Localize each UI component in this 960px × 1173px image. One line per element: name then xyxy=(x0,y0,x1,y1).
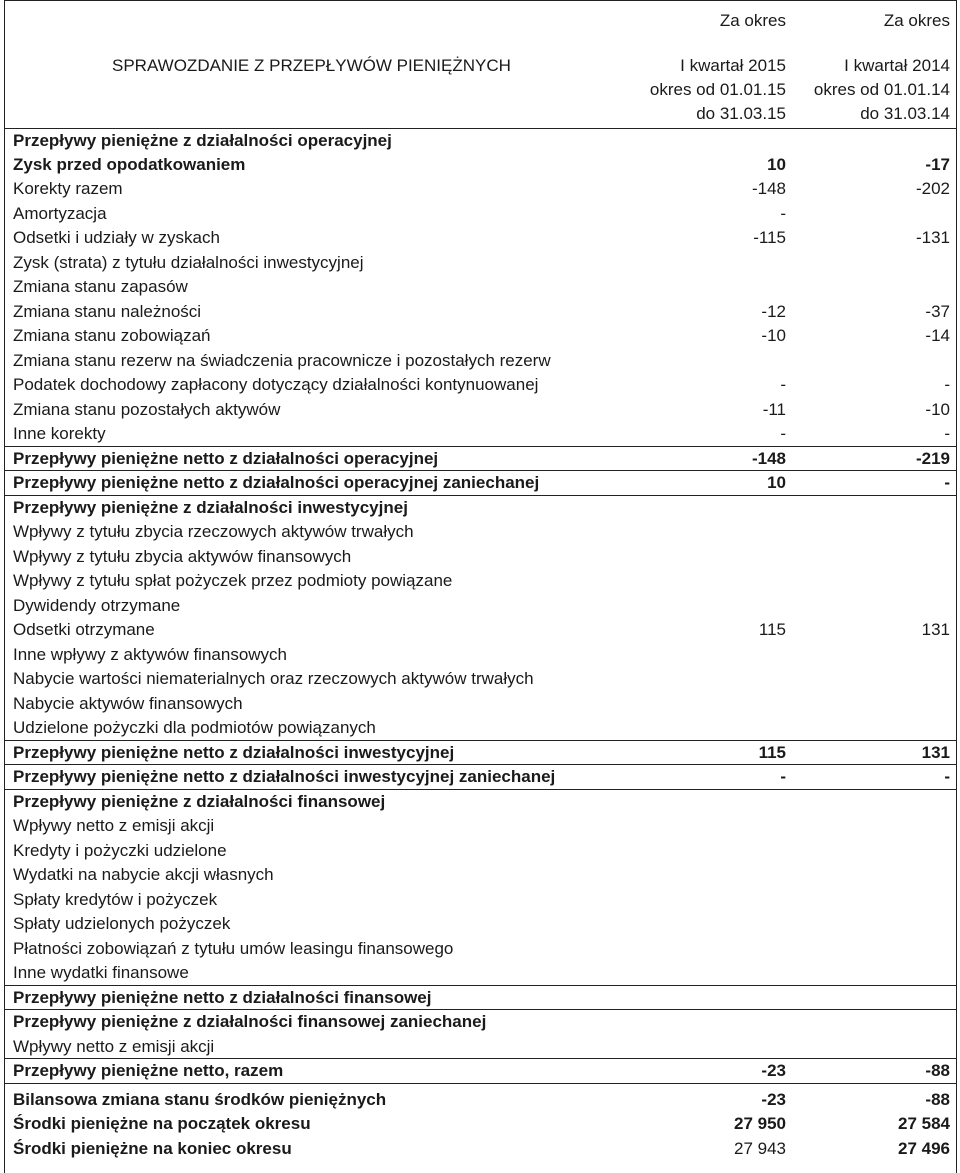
row-label: Wydatki na nabycie akcji własnych xyxy=(13,865,274,884)
row-label: Korekty razem xyxy=(13,179,123,198)
row-value-2015: -148 xyxy=(751,448,786,468)
row-label: Przepływy pieniężne netto z działalności inwestycyjnej xyxy=(13,742,455,762)
row-label: Wpływy z tytułu spłat pożyczek przez podmioty powiązane xyxy=(13,571,453,590)
statement-row xyxy=(5,349,956,374)
statement-row xyxy=(5,888,956,913)
statement-row xyxy=(5,1035,956,1060)
row-label: Udzielone pożyczki dla podmiotów powiązanych xyxy=(13,718,376,737)
statement-row xyxy=(5,912,956,937)
statement-row xyxy=(5,373,956,398)
row-label: Przepływy pieniężne netto z działalności inwestycyjnej zaniechanej xyxy=(13,767,556,786)
row-label: Przepływy pieniężne netto z działalności operacyjnej xyxy=(13,448,439,468)
statement-row xyxy=(5,863,956,888)
row-value-2015: -148 xyxy=(751,179,786,198)
row-label: Nabycie aktywów finansowych xyxy=(13,693,243,713)
row-label: Wpływy z tytułu zbycia aktywów finansowych xyxy=(13,546,352,566)
row-value-2015: - xyxy=(780,203,786,223)
row-label: Przepływy pieniężne z działalności operacyjnej xyxy=(13,131,392,150)
row-value-2014: 27 584 xyxy=(898,1114,950,1133)
statement-row xyxy=(5,692,956,717)
row-value-2014: -202 xyxy=(915,179,950,198)
statement-row xyxy=(5,765,956,790)
row-value-2015: - xyxy=(780,767,786,786)
row-value-2014: - xyxy=(944,424,950,443)
statement-row xyxy=(5,716,956,741)
col2-header-line1: Za okres xyxy=(883,11,950,30)
cash-flow-statement-sheet xyxy=(4,0,957,1173)
row-label: Amortyzacja xyxy=(13,203,107,223)
statement-row xyxy=(5,1059,956,1084)
statement-row xyxy=(5,324,956,349)
row-label: Odsetki i udziały w zyskach xyxy=(13,228,220,247)
row-value-2014: - xyxy=(944,375,950,394)
row-label: Środki pieniężne na koniec okresu xyxy=(13,1138,292,1158)
row-value-2014: -88 xyxy=(925,1061,950,1080)
row-label: Bilansowa zmiana stanu środków pieniężnych xyxy=(13,1089,387,1109)
row-value-2015: 10 xyxy=(767,154,786,174)
row-value-2015: - xyxy=(780,424,786,443)
row-value-2015: -12 xyxy=(761,301,786,321)
statement-row xyxy=(5,202,956,227)
row-label: Zmiana stanu rezerw na świadczenia pracownicze i pozostałych rezerw xyxy=(13,350,551,370)
row-value-2015: -115 xyxy=(753,228,786,247)
statement-row xyxy=(5,569,956,594)
col2-header-line3: okres od 01.01.14 xyxy=(813,80,950,99)
row-label: Przepływy pieniężne z działalności finansowej xyxy=(13,791,386,811)
row-value-2014: -131 xyxy=(915,228,950,247)
row-label: Przepływy pieniężne netto z działalności finansowej xyxy=(13,987,432,1007)
statement-row xyxy=(5,398,956,423)
statement-row xyxy=(5,275,956,300)
row-label: Odsetki otrzymane xyxy=(13,620,155,639)
row-value-2015: - xyxy=(780,375,786,394)
row-label: Inne wpływy z aktywów finansowych xyxy=(13,644,288,664)
statement-row xyxy=(5,790,956,815)
row-value-2014: -219 xyxy=(915,448,950,468)
row-label: Podatek dochodowy zapłacony dotyczący działalności kontynuowanej xyxy=(13,375,539,394)
row-label: Inne korekty xyxy=(13,424,106,443)
statement-row xyxy=(5,741,956,766)
row-value-2015: 27 950 xyxy=(734,1114,786,1133)
row-label: Inne wydatki finansowe xyxy=(13,963,189,982)
col1-header-line4: do 31.03.15 xyxy=(696,104,786,123)
row-label: Spłaty udzielonych pożyczek xyxy=(13,914,231,933)
row-label: Przepływy pieniężne z działalności inwestycyjnej xyxy=(13,497,408,517)
statement-row xyxy=(5,1010,956,1035)
statement-row xyxy=(5,937,956,962)
row-label: Nabycie wartości niematerialnych oraz rzeczowych aktywów trwałych xyxy=(13,669,534,688)
col1-header-line2: I kwartał 2015 xyxy=(680,56,786,75)
row-label: Zmiana stanu należności xyxy=(13,301,202,321)
row-value-2015: -10 xyxy=(761,326,786,345)
col1-header-line3: okres od 01.01.15 xyxy=(649,80,786,99)
row-value-2015: 27 943 xyxy=(734,1138,786,1158)
row-value-2014: - xyxy=(944,473,950,492)
row-value-2014: -37 xyxy=(925,301,950,321)
statement-row xyxy=(5,520,956,545)
row-label: Płatności zobowiązań z tytułu umów leasingu finansowego xyxy=(13,938,454,958)
col1-header-line1: Za okres xyxy=(719,11,786,30)
row-label: Wpływy netto z emisji akcji xyxy=(13,816,215,835)
statement-row xyxy=(5,422,956,447)
row-label: Zmiana stanu zapasów xyxy=(13,277,188,296)
statement-row xyxy=(5,496,956,521)
statement-row xyxy=(5,251,956,276)
row-label: Kredyty i pożyczki udzielone xyxy=(13,840,227,860)
row-label: Zysk (strata) z tytułu działalności inwestycyjnej xyxy=(13,252,364,272)
statement-row xyxy=(5,643,956,668)
row-value-2015: 115 xyxy=(758,620,786,639)
statement-row xyxy=(5,226,956,251)
row-label: Środki pieniężne na początek okresu xyxy=(13,1114,311,1133)
statement-row xyxy=(5,447,956,472)
statement-row xyxy=(5,594,956,619)
row-label: Przepływy pieniężne netto z działalności operacyjnej zaniechanej xyxy=(13,473,540,492)
statement-row xyxy=(5,839,956,864)
col2-header-line4: do 31.03.14 xyxy=(860,104,950,123)
row-label: Dywidendy otrzymane xyxy=(13,595,181,615)
statement-row xyxy=(5,814,956,839)
row-value-2014: 27 496 xyxy=(898,1138,950,1158)
row-label: Przepływy pieniężne netto, razem xyxy=(13,1061,284,1080)
row-label: Przepływy pieniężne z działalności finansowej zaniechanej xyxy=(13,1012,487,1031)
col2-header-line2: I kwartał 2014 xyxy=(844,56,950,75)
statement-row xyxy=(5,177,956,202)
statement-row xyxy=(5,667,956,692)
row-value-2015: 10 xyxy=(767,473,786,492)
row-value-2015: -23 xyxy=(761,1061,786,1080)
row-label: Wpływy netto z emisji akcji xyxy=(13,1036,215,1056)
row-label: Zmiana stanu pozostałych aktywów xyxy=(13,399,281,419)
statement-row xyxy=(5,1112,956,1137)
row-value-2014: -17 xyxy=(925,154,950,174)
statement-row xyxy=(5,545,956,570)
row-value-2014: -10 xyxy=(925,399,950,419)
row-value-2014: -88 xyxy=(925,1089,950,1109)
row-value-2015: -11 xyxy=(762,399,786,419)
statement-rows xyxy=(5,128,956,1161)
row-value-2014: 131 xyxy=(921,620,950,639)
statement-row xyxy=(5,128,956,153)
statement-row xyxy=(5,1088,956,1113)
row-label: Zysk przed opodatkowaniem xyxy=(13,154,246,174)
statement-row xyxy=(5,153,956,178)
statement-row xyxy=(5,618,956,643)
statement-row xyxy=(5,300,956,325)
row-label: Spłaty kredytów i pożyczek xyxy=(13,889,218,909)
row-label: Zmiana stanu zobowiązań xyxy=(13,326,211,345)
row-label: Wpływy z tytułu zbycia rzeczowych aktywów trwałych xyxy=(13,522,414,541)
statement-row xyxy=(5,471,956,496)
row-value-2015: -23 xyxy=(761,1089,786,1109)
statement-title: SPRAWOZDANIE Z PRZEPŁYWÓW PIENIĘŻNYCH xyxy=(112,56,511,75)
statement-row xyxy=(5,961,956,986)
row-value-2014: 131 xyxy=(921,742,950,762)
statement-row xyxy=(5,1137,956,1162)
row-value-2014: - xyxy=(944,767,950,786)
row-value-2014: -14 xyxy=(925,326,950,345)
row-value-2015: 115 xyxy=(758,742,786,762)
statement-row xyxy=(5,986,956,1011)
